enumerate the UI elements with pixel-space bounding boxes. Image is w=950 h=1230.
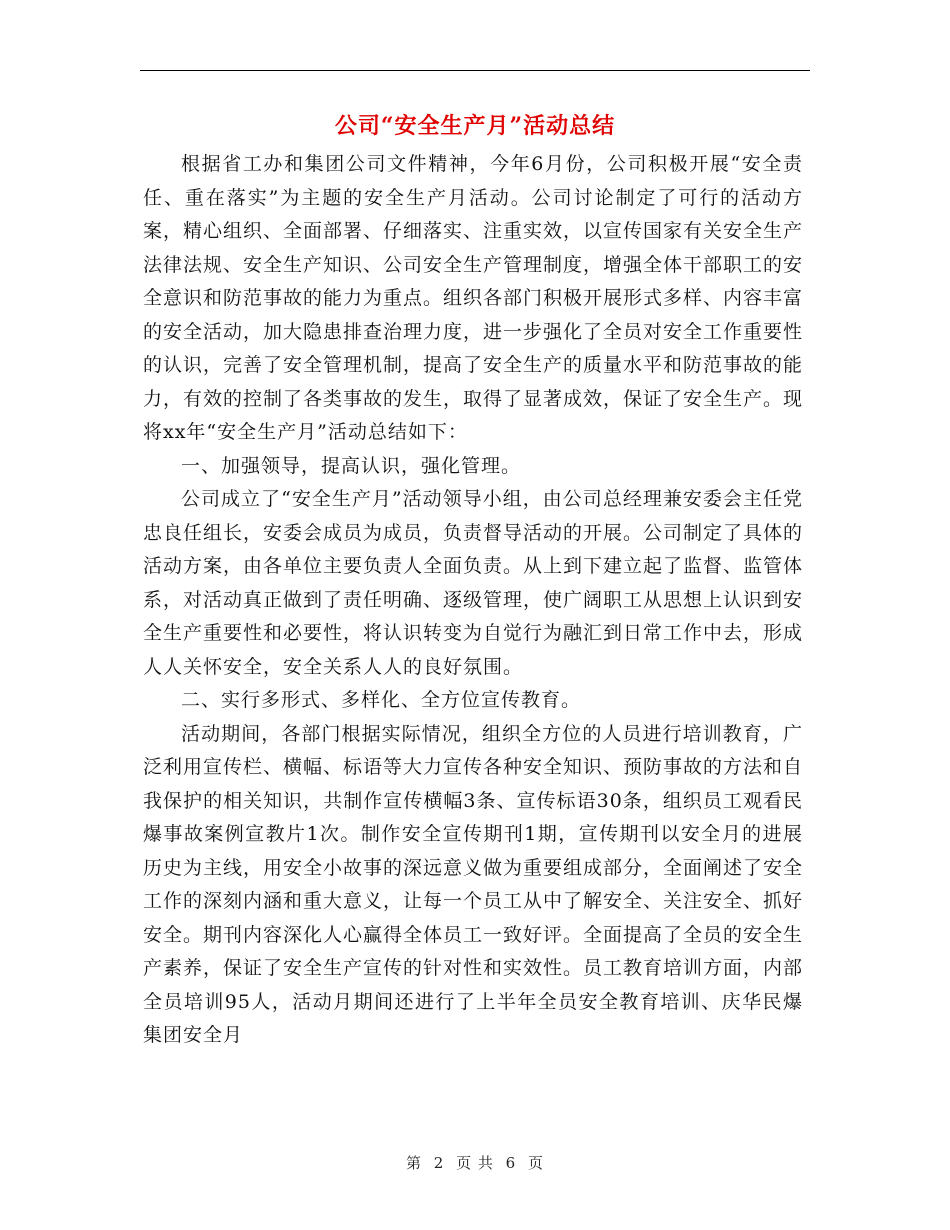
page-footer	[0, 1152, 950, 1173]
document-title: 公司“安全生产月”活动总结	[334, 113, 616, 139]
footer-page-number: 2	[433, 1154, 445, 1172]
header-rule	[140, 70, 810, 71]
footer-prefix: 第	[405, 1154, 422, 1172]
footer-total-pages: 6	[505, 1154, 517, 1172]
paragraph-section-2: 活动期间，各部门根据实际情况，组织全方位的人员进行培训教育，广泛利用宣传栏、横幅、标语等大力宣传各种安全知识、预防事故的方法和自我保护的相关知识，共制作宣传横幅3条、宣传标语30条，组织员工观看民爆事故案例宣教片1次。制作安全宣传期刊1期，宣传期刊以安全月的进展历史为主线，用安全小故事的深远意义做为重要组成部分，全面阐述了安全工作的深刻内涵和重大意义，让每一个员工从中了解安全、关注安全、抓好安全。期刊内容深化人心赢得全体员工一致好评。全面提高了全员的安全生产素养，保证了安全生产宣传的针对性和实效性。员工教育培训方面，内部全员培训95人，活动月期间还进行了上半年全员安全教育培训、庆华民爆集团安全月	[143, 722, 804, 1046]
section-heading-2: 二、实行多形式、多样化、全方位宣传教育。	[181, 689, 582, 711]
section-heading-1: 一、加强领导，提高认识，强化管理。	[181, 454, 522, 477]
footer-suffix: 页	[528, 1154, 545, 1172]
paragraph-intro: 根据省工办和集团公司文件精神，今年6月份，公司积极开展“安全责任、重在落实”为主题的安全生产月活动。公司讨论制定了可行的活动方案，精心组织、全面部署、仔细落实、注重实效，以宣传国家有关安全生产法律法规、安全生产知识、公司安全生产管理制度，增强全体干部职工的安全意识和防范事故的能力为重点。组织各部门积极开展形式多样、内容丰富的安全活动，加大隐患排查治理力度，进一步强化了全员对安全工作重要性的认识，完善了安全管理机制，提高了安全生产的质量水平和防范事故的能力，有效的控制了各类事故的发生，取得了显著成效，保证了安全生产。现将xx年“安全生产月”活动总结如下：	[143, 153, 804, 443]
footer-mid: 页 共	[456, 1154, 494, 1172]
document-body	[143, 148, 803, 1053]
paragraph-section-1: 公司成立了“安全生产月”活动领导小组，由公司总经理兼安委会主任党忠良任组长，安委会成员为成员，负责督导活动的开展。公司制定了具体的活动方案，由各单位主要负责人全面负责。从上到下建立起了监督、监管体系，对活动真正做到了责任明确、逐级管理，使广阔职工从思想上认识到安全生产重要性和必要性，将认识转变为自觉行为融汇到日常工作中去，形成人人关怀安全，安全关系人人的良好氛围。	[143, 488, 804, 678]
